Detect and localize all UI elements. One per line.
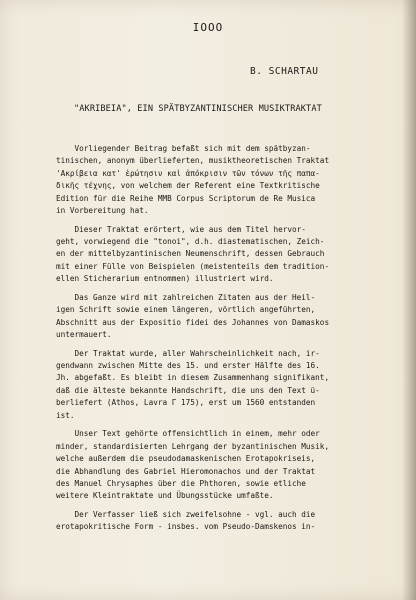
text-line: 'Ακρίβεια κατ' ἐρώτησιν καὶ ἀπόκρισιν τῶν τόνων τῆς παπα- [56,168,320,178]
text-line: welche außerdem die pseudodamaskenischen Erotapokriseis, [56,454,316,464]
text-line: Der Verfasser ließ sich zweifelsohne - vgl. auch die [56,509,316,519]
paragraph [56,348,400,422]
text-line: δικῆς τέχνης, von welchem der Referent eine Textkritische [56,181,320,191]
text-line: berliefert (Athos, Lavra Γ 175), erst um 1560 entstanden [56,398,316,408]
paragraph [56,224,400,286]
text-line: daß die älteste bekannte Handschrift, die uns den Text ü- [56,385,320,395]
text-line: ellen Sticherarium entnommen) illustriert wird. [56,274,274,284]
text-line: gendwann zwischen Mitte des 15. und erster Hälfte des 16. [56,361,320,371]
text-line: Dieser Traktat erörtert, wie aus dem Titel hervor- [56,224,306,234]
text-line: Unser Text gehörte offensichtlich in einem, mehr oder [56,429,320,439]
article-body [56,143,400,540]
text-line: ist. [56,410,75,420]
paragraph [56,428,400,502]
text-line: Abschnitt aus der Expositio fidei des Johannes von Damaskos [56,317,330,327]
text-line: erotapokritische Form - insbes. vom Pseudo-Damskenos in- [56,522,316,532]
paragraph [56,509,400,534]
text-line: tinischen, anonym überlieferten, musiktheoretischen Traktat [56,156,330,166]
text-line: mit einer Fülle von Beispielen (meistenteils dem tradition- [56,261,330,271]
binding-shadow [402,0,416,600]
text-line: igen Schrift sowie einem längeren, vörtlich angeführten, [56,305,316,315]
text-line: des Manuel Chrysaphes über die Phthoren, sowie etliche [56,478,306,488]
author-name: B. SCHARTAU [250,66,319,77]
article-title: "AKRIBEIA", EIN SPÄTBYZANTINISCHER MUSIKTRAKTAT [74,104,322,114]
text-line: Edition für die Reihe MMB Corpus Scriptorum de Re Musica [56,193,316,203]
paragraph [56,292,400,342]
page-number: IOOO [192,21,224,34]
text-line: minder, standardisierten Lehrgang der byzantinischen Musik, [56,441,330,451]
text-line: Das Ganze wird mit zahlreichen Zitaten aus der Heil- [56,292,316,302]
text-line: in Vorbereitung hat. [56,206,149,216]
text-line: die Abhandlung des Gabriel Hieromonachos und der Traktat [56,466,316,476]
paragraph [56,143,400,217]
text-line: Der Traktat wurde, aller Wahrscheinlichkeit nach, ir- [56,348,320,358]
text-line: en der mittelbyzantinischen Neumenschrift, dessen Gebrauch [56,249,325,259]
text-line: untermauert. [56,330,112,340]
text-line: Jh. abgefaßt. Es bleibt in diesem Zusammenhang signifikant, [56,373,330,383]
text-line: Vorliegender Beitrag befaßt sich mit dem spätbyzan- [56,144,311,153]
text-line: geht, vorwiegend die "tonoi", d.h. diastematischen, Zeich- [56,237,325,247]
text-line: weitere Kleintraktate und Übungsstücke umfaßte. [56,491,274,501]
